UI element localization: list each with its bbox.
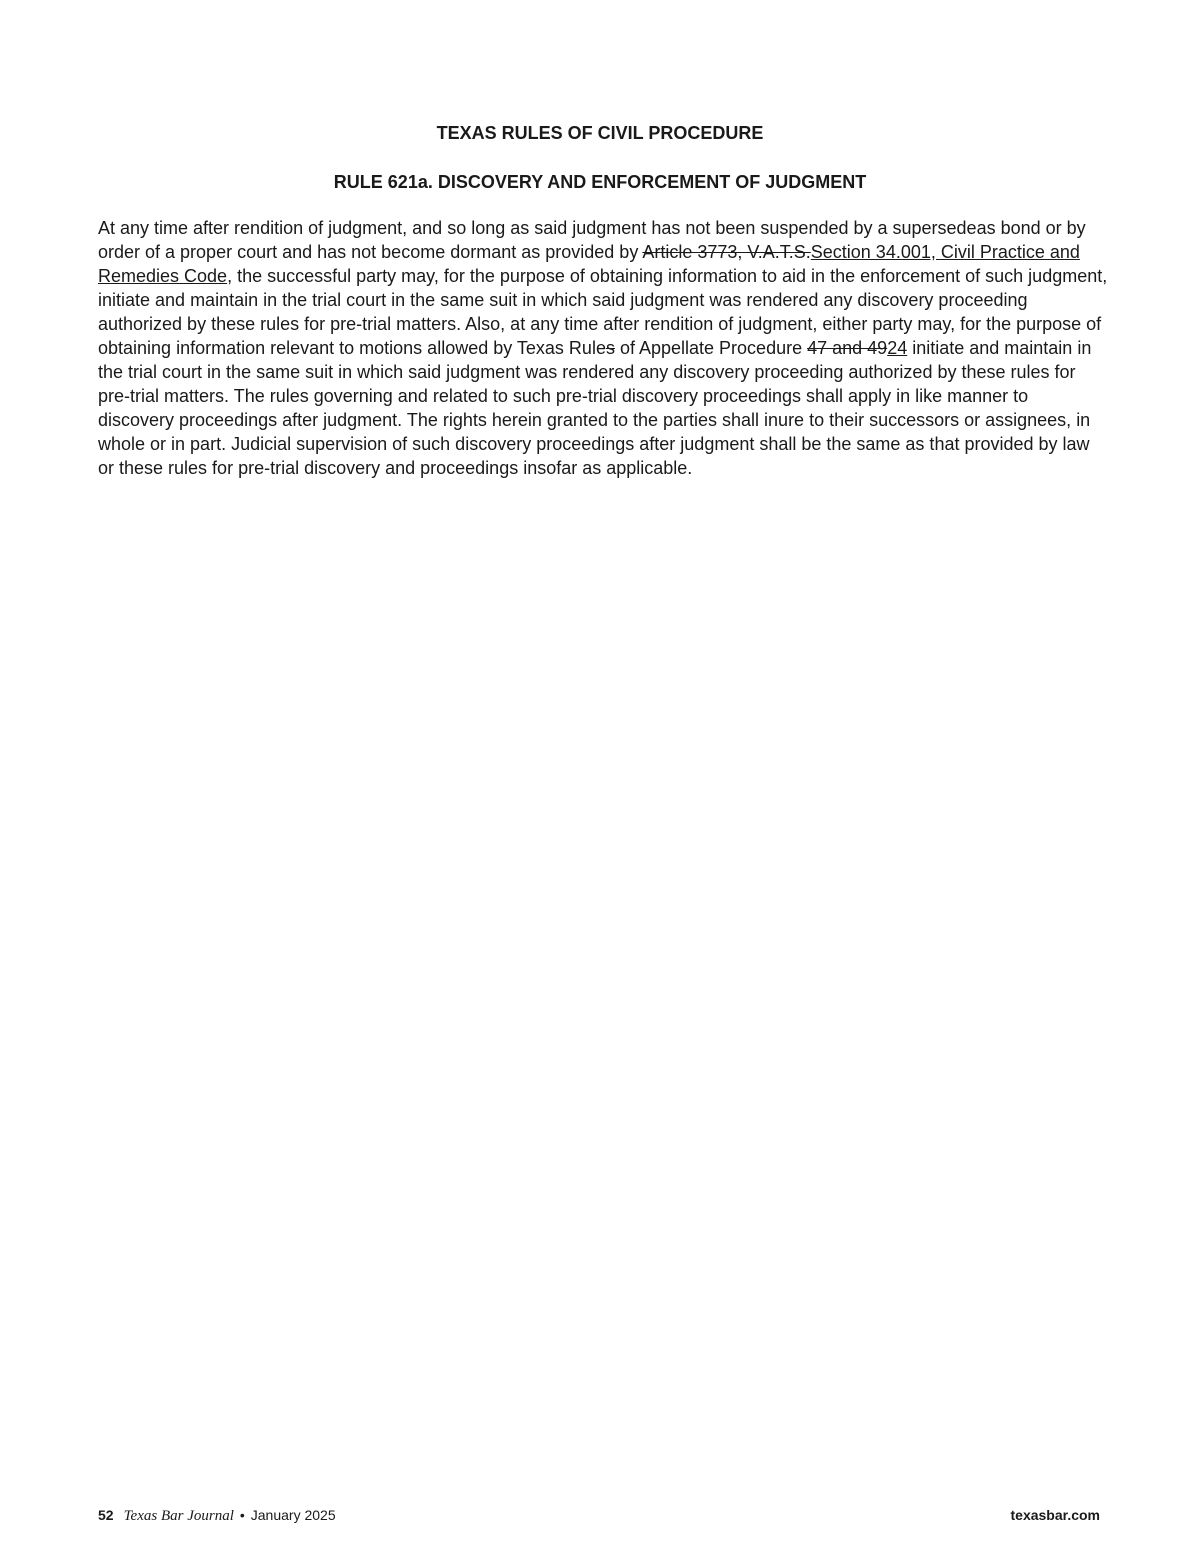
rule-title: RULE 621a. DISCOVERY AND ENFORCEMENT OF JUDGMENT <box>333 172 867 192</box>
footer-left <box>98 1504 336 1527</box>
deleted-text: Article 3773, V.A.T.S. <box>642 242 811 262</box>
footer-bullet: • <box>239 1507 245 1523</box>
page-number: 52 <box>98 1507 114 1523</box>
body-text-segment: of Appellate Procedure <box>614 338 808 358</box>
deleted-text: s <box>605 338 615 358</box>
rule-body-paragraph <box>98 216 1108 480</box>
body-text-segment: , the successful party may, for the purpose of obtaining information to aid in the enforcement of such judgment, initiate and maintain in the trial court in the same suit in which said judgment was rendered any discovery proceeding authorized by these rules for pre-trial matters. Also, at any time after rendition of judgment, either party may, for the purpose of obtaining information relevant to motions allowed by Texas Rule <box>98 266 1108 358</box>
inserted-text: 24 <box>887 338 908 358</box>
page-footer <box>98 1504 1100 1526</box>
deleted-text: 47 and 49 <box>807 338 888 358</box>
journal-name: Texas Bar Journal <box>123 1508 234 1524</box>
website-link[interactable]: texasbar.com <box>1010 1507 1100 1523</box>
issue-date: January 2025 <box>250 1507 336 1523</box>
page-header: TEXAS RULES OF CIVIL PROCEDURE <box>436 123 764 143</box>
body-text-segment: At any time after rendition of judgment, and so long as said judgment has not been suspended by a supersedeas bond or by order of a proper court and has not become dormant as provided by <box>98 218 1086 262</box>
inserted-text: Section 34.001, Civil Practice and Remedies Code <box>98 242 1080 286</box>
body-text-segment: initiate and maintain in the trial court in the same suit in which said judgment was rendered any discovery proceeding authorized by these rules for pre-trial matters. The rules governing and related to such pre-trial discovery proceedings shall apply in like manner to discovery proceedings after judgment. The rights herein granted to the parties shall inure to their successors or assignees, in whole or in part. Judicial supervision of such discovery proceedings after judgment shall be the same as that provided by law or these rules for pre-trial discovery and proceedings insofar as applicable. <box>98 338 1092 478</box>
